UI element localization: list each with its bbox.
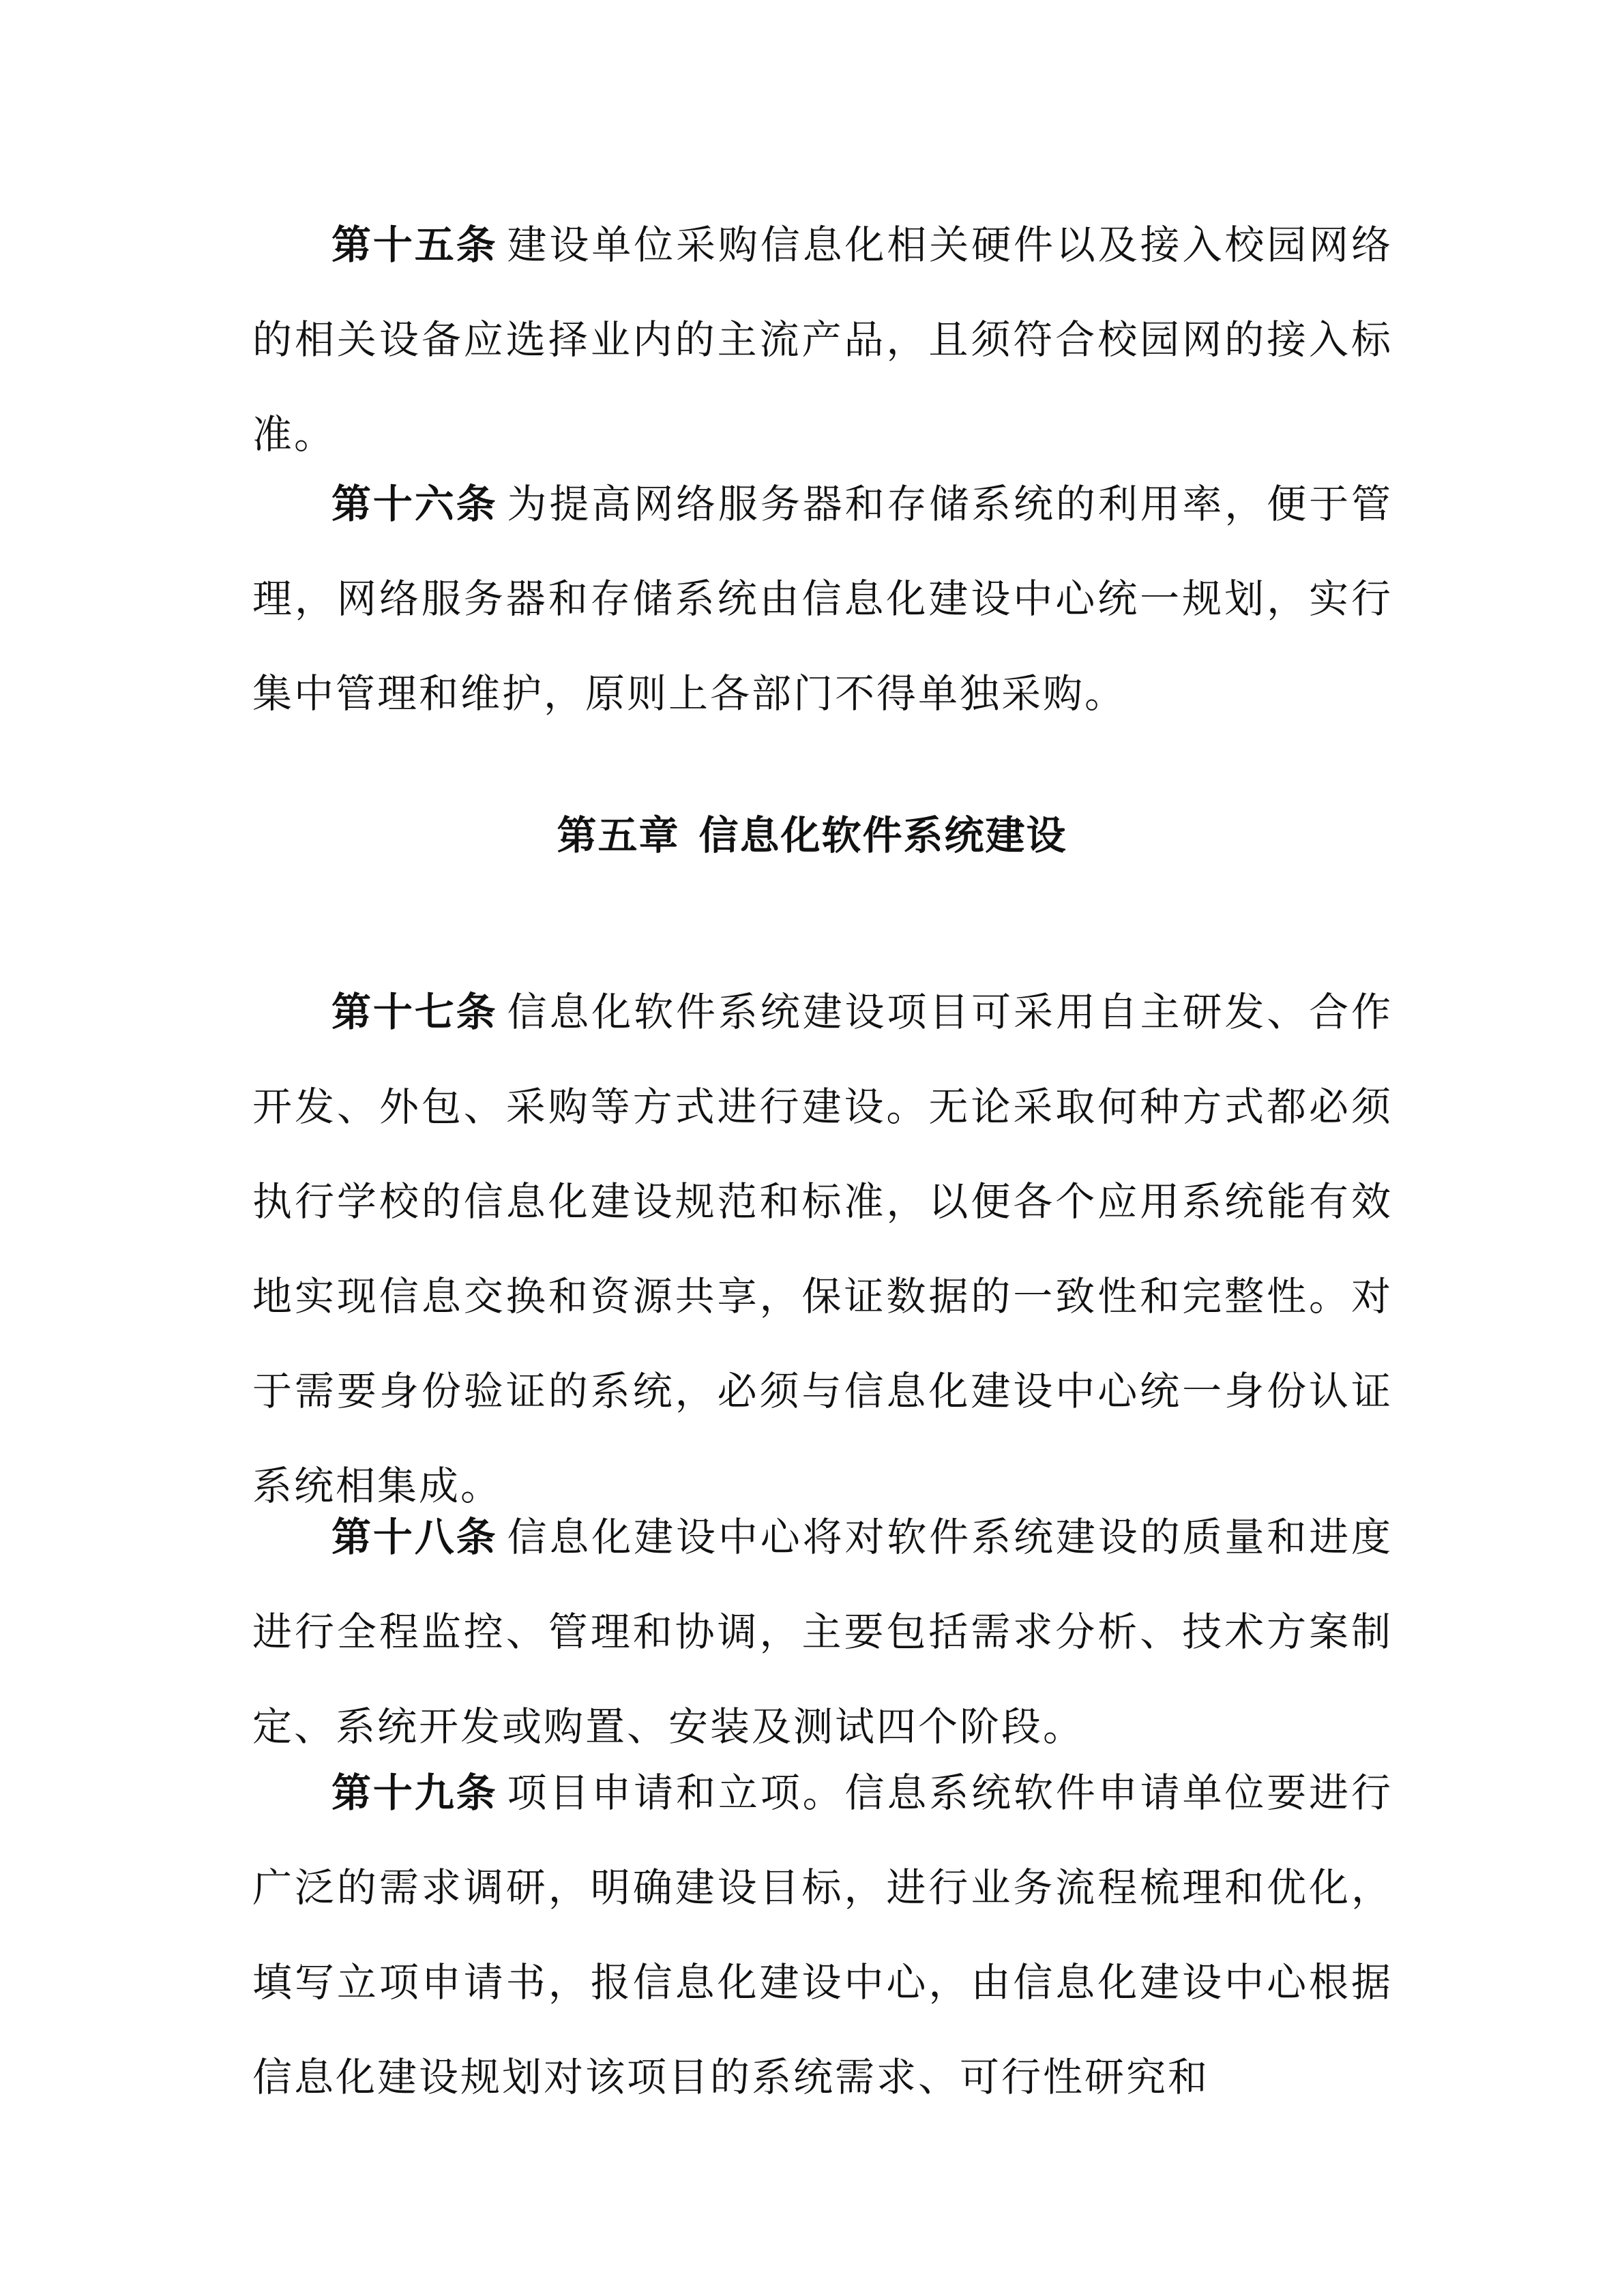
article-text: 建设单位采购信息化相关硬件以及接入校园网络的相关设备应选择业内的主流产品，且须符合校园网的接入标准。 (252, 222, 1393, 458)
article-text: 信息化软件系统建设项目可采用自主研发、合作开发、外包、采购等方式进行建设。无论采取何种方式都必须执行学校的信息化建设规范和标准，以便各个应用系统能有效地实现信息交换和资源共享，保证数据的一致性和完整性。对于需要身份验证的系统，必须与信息化建设中心统一身份认证系统相集成。 (252, 989, 1393, 1509)
chapter-number: 第五章 (557, 812, 680, 859)
article-label: 第十八条 (331, 1514, 498, 1560)
article-18 (252, 1490, 1393, 1774)
article-label: 第十五条 (331, 222, 498, 268)
article-label: 第十九条 (331, 1770, 498, 1816)
article-label: 第十七条 (331, 989, 498, 1035)
article-17 (252, 965, 1393, 1534)
article-text: 项目申请和立项。信息系统软件申请单位要进行广泛的需求调研，明确建设目标，进行业务流程梳理和优化，填写立项申请书，报信息化建设中心，由信息化建设中心根据信息化建设规划对该项目的系统需求、可行性研究和 (252, 1770, 1393, 2100)
chapter-title: 信息化软件系统建设 (698, 812, 1067, 859)
article-15 (252, 198, 1393, 482)
article-text: 为提高网络服务器和存储系统的利用率，便于管理，网络服务器和存储系统由信息化建设中心统一规划，实行集中管理和维护，原则上各部门不得单独采购。 (252, 481, 1393, 717)
chapter-heading (0, 808, 1624, 863)
article-text: 信息化建设中心将对软件系统建设的质量和进度进行全程监控、管理和协调，主要包括需求分析、技术方案制定、系统开发或购置、安装及测试四个阶段。 (252, 1514, 1393, 1750)
article-label: 第十六条 (331, 481, 498, 527)
article-16 (252, 457, 1393, 741)
article-19 (252, 1746, 1393, 2125)
